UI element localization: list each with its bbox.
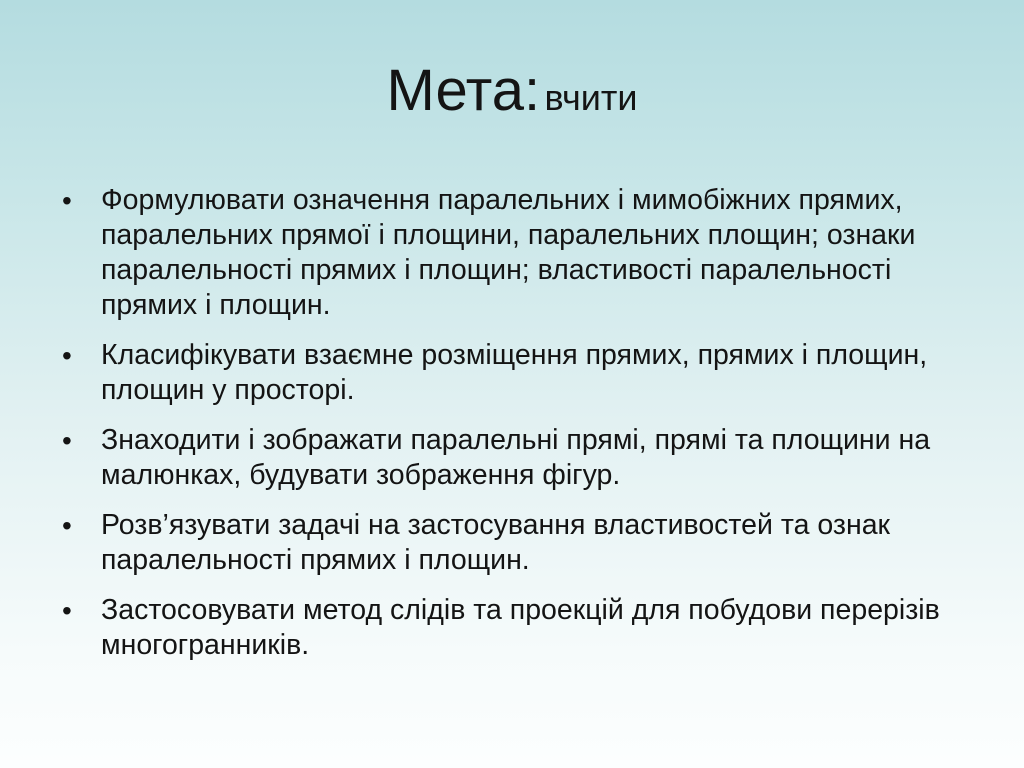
slide-title — [0, 58, 1024, 123]
bullet-icon: • — [62, 340, 72, 371]
bullet-icon: • — [62, 510, 72, 541]
list-item — [56, 338, 976, 408]
bullet-icon: • — [62, 595, 72, 626]
bullet-text: Формулювати означення паралельних і мимобіжних прямих, паралельних прямої і площини, паралельних площин; ознаки паралельності прямих і площин; властивості паралельності прямих і площин. — [101, 184, 916, 321]
bullet-text: Розв’язувати задачі на застосування властивостей та ознак паралельності прямих і площин. — [101, 509, 891, 576]
objectives-list — [56, 183, 976, 678]
list-item — [56, 508, 976, 578]
bullet-icon: • — [62, 185, 72, 216]
list-item — [56, 423, 976, 493]
bullet-text: Класифікувати взаємне розміщення прямих, прямих і площин, площин у просторі. — [101, 339, 928, 406]
list-item — [56, 183, 976, 323]
bullet-text: Знаходити і зображати паралельні прямі, прямі та площини на малюнках, будувати зображення фігур. — [101, 424, 931, 491]
bullet-text: Застосовувати метод слідів та проекцій для побудови перерізів многогранників. — [101, 594, 940, 661]
list-item — [56, 593, 976, 663]
title-main: Мета: — [386, 58, 541, 123]
bullet-icon: • — [62, 425, 72, 456]
title-sub: вчити — [544, 77, 638, 118]
